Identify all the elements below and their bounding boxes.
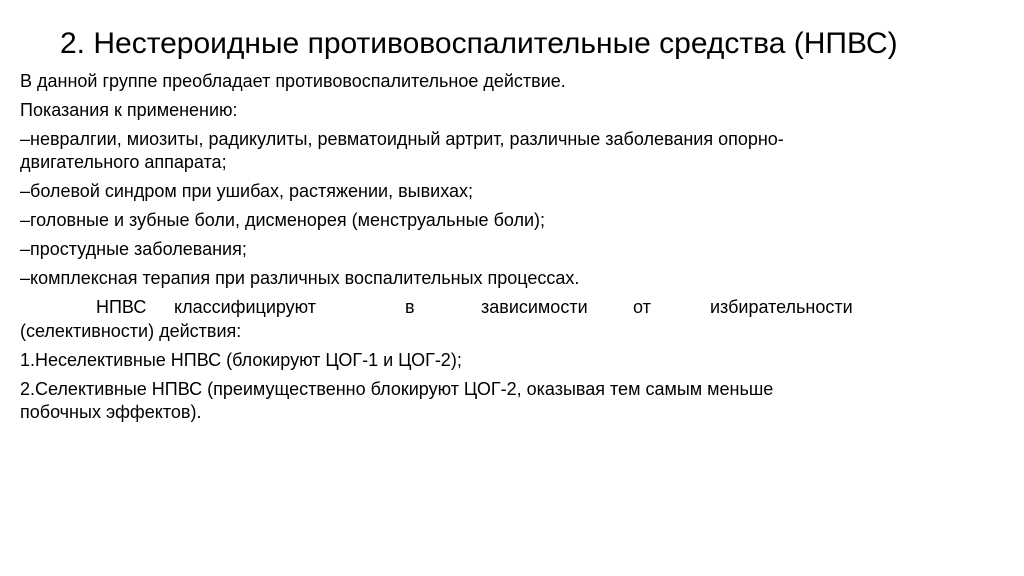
classification-continuation: (селективности) действия: xyxy=(20,321,242,341)
indication-item: –головные и зубные боли, дисменорея (менструальные боли); xyxy=(20,210,546,230)
type-item: 2.Селективные НПВС (преимущественно блокируют ЦОГ-2, оказывая тем самым меньше xyxy=(20,379,774,399)
classification-word: НПВС xyxy=(96,297,147,317)
indication-item-continuation: двигательного аппарата; xyxy=(20,152,227,172)
slide-title: 2. Нестероидные противовоспалительные средства (НПВС) xyxy=(60,27,898,60)
classification-word: классифицируют xyxy=(174,297,317,317)
type-item-continuation: побочных эффектов). xyxy=(20,402,202,422)
indication-item: –комплексная терапия при различных воспалительных процессах. xyxy=(20,268,580,288)
classification-word: избирательности xyxy=(710,297,853,317)
indication-item: –простудные заболевания; xyxy=(20,239,247,259)
type-item: 1.Неселективные НПВС (блокируют ЦОГ-1 и ЦОГ-2); xyxy=(20,350,462,370)
classification-word: от xyxy=(633,297,651,317)
indications-heading: Показания к применению: xyxy=(20,100,238,120)
classification-word: зависимости xyxy=(481,297,588,317)
classification-word: в xyxy=(405,297,415,317)
indication-item: –невралгии, миозиты, радикулиты, ревматоидный артрит, различные заболевания опорно- xyxy=(20,129,784,149)
classification-line xyxy=(20,295,950,319)
intro-text: В данной группе преобладает противовоспалительное действие. xyxy=(20,71,566,91)
indication-item: –болевой синдром при ушибах, растяжении, вывихах; xyxy=(20,181,474,201)
slide-body xyxy=(20,69,950,424)
